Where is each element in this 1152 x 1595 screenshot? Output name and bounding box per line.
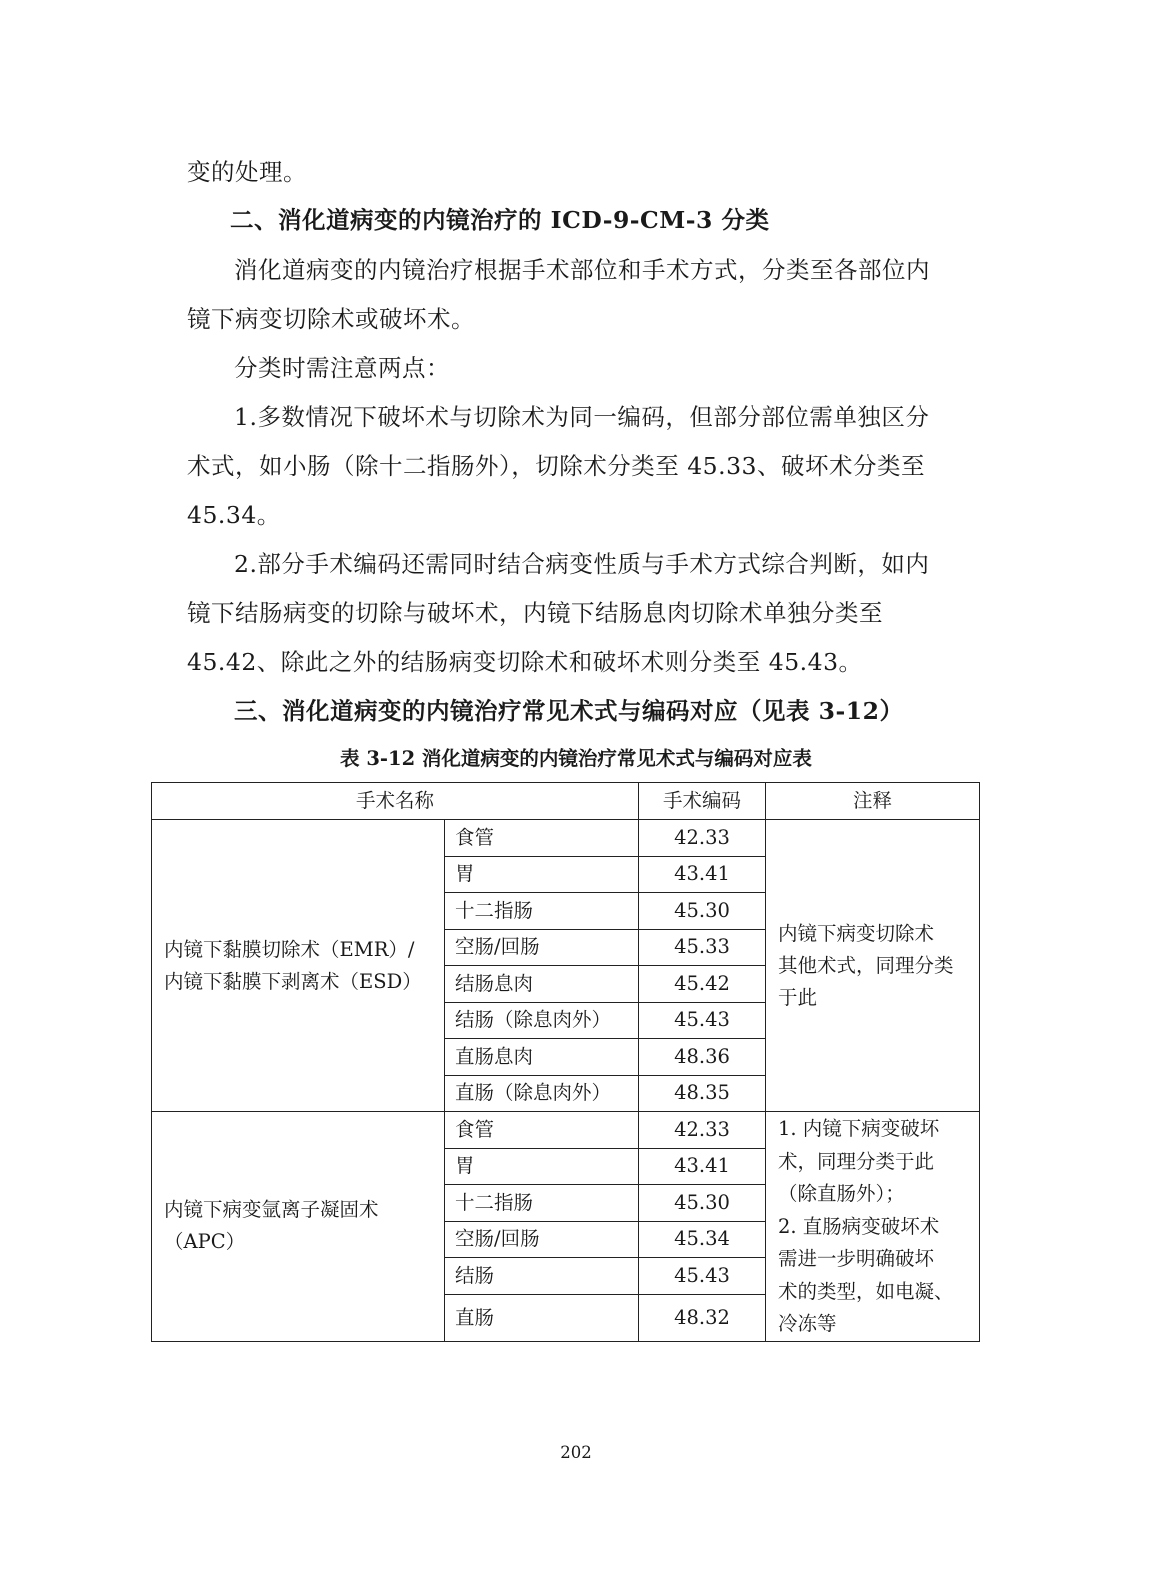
table-row <box>152 820 980 857</box>
paragraph-line: 消化道病变的内镜治疗根据手术部位和手术方式，分类至各部位内 <box>234 256 930 284</box>
note-apc: 1. 内镜下病变破坏 术，同理分类于此 （除直肠外）； 2. 直肠病变破坏术 需进一步明确破坏 术的类型，如电凝、 冷冻等 <box>766 1112 980 1342</box>
procedure-name-apc: 内镜下病变氩离子凝固术 （APC） <box>152 1112 445 1342</box>
paragraph-line: 分类时需注意两点： <box>234 354 450 382</box>
paragraph-line: 1.多数情况下破坏术与切除术为同一编码，但部分部位需单独区分 <box>234 403 930 431</box>
paragraph-line: 镜下结肠病变的切除与破坏术，内镜下结肠息肉切除术单独分类至 <box>187 599 883 627</box>
coding-table <box>151 782 980 1342</box>
site-cell: 结肠 <box>445 1258 639 1295</box>
code-cell: 45.34 <box>639 1221 766 1258</box>
site-cell: 直肠（除息肉外） <box>445 1075 639 1112</box>
header-code: 手术编码 <box>639 783 766 820</box>
code-cell: 45.33 <box>639 929 766 966</box>
code-cell: 48.32 <box>639 1294 766 1341</box>
paragraph-line: 2.部分手术编码还需同时结合病变性质与手术方式综合判断，如内 <box>234 550 930 578</box>
code-cell: 45.30 <box>639 1185 766 1222</box>
site-cell: 结肠（除息肉外） <box>445 1002 639 1039</box>
section-heading-3: 三、消化道病变的内镜治疗常见术式与编码对应（见表 3-12） <box>234 697 904 725</box>
site-cell: 直肠 <box>445 1294 639 1341</box>
code-cell: 48.35 <box>639 1075 766 1112</box>
header-name: 手术名称 <box>152 783 639 820</box>
code-cell: 45.43 <box>639 1002 766 1039</box>
code-cell: 45.30 <box>639 893 766 930</box>
site-cell: 结肠息肉 <box>445 966 639 1003</box>
paragraph-line: 镜下病变切除术或破坏术。 <box>187 305 475 333</box>
paragraph-continuation: 变的处理。 <box>187 158 307 186</box>
table-header-row <box>152 783 980 820</box>
code-cell: 42.33 <box>639 820 766 857</box>
section-heading-2: 二、消化道病变的内镜治疗的 ICD-9-CM-3 分类 <box>230 206 770 234</box>
table-caption: 表 3-12 消化道病变的内镜治疗常见术式与编码对应表 <box>340 747 812 770</box>
code-cell: 45.42 <box>639 966 766 1003</box>
site-cell: 胃 <box>445 856 639 893</box>
site-cell: 空肠/回肠 <box>445 929 639 966</box>
site-cell: 直肠息肉 <box>445 1039 639 1076</box>
site-cell: 食管 <box>445 820 639 857</box>
table-row <box>152 1112 980 1149</box>
code-cell: 43.41 <box>639 1148 766 1185</box>
code-cell: 43.41 <box>639 856 766 893</box>
note-emr-esd: 内镜下病变切除术 其他术式，同理分类 于此 <box>766 820 980 1112</box>
procedure-name-emr-esd: 内镜下黏膜切除术（EMR）/ 内镜下黏膜下剥离术（ESD） <box>152 820 445 1112</box>
paragraph-line: 45.34。 <box>187 501 281 529</box>
paragraph-line: 45.42、除此之外的结肠病变切除术和破坏术则分类至 45.43。 <box>187 648 863 676</box>
site-cell: 空肠/回肠 <box>445 1221 639 1258</box>
site-cell: 十二指肠 <box>445 893 639 930</box>
code-cell: 42.33 <box>639 1112 766 1149</box>
code-cell: 45.43 <box>639 1258 766 1295</box>
header-note: 注释 <box>766 783 980 820</box>
site-cell: 食管 <box>445 1112 639 1149</box>
page-number: 202 <box>560 1443 592 1462</box>
paragraph-line: 术式，如小肠（除十二指肠外），切除术分类至 45.33、破坏术分类至 <box>187 452 925 480</box>
code-cell: 48.36 <box>639 1039 766 1076</box>
site-cell: 十二指肠 <box>445 1185 639 1222</box>
site-cell: 胃 <box>445 1148 639 1185</box>
